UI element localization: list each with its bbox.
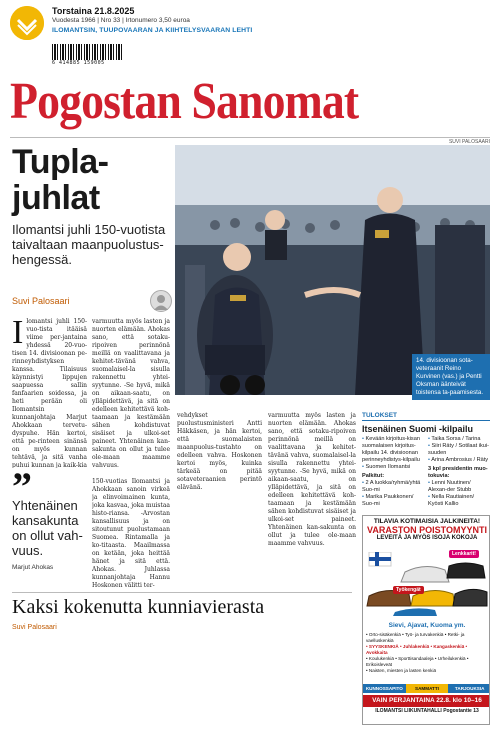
ad-list-line: • Orto-sisäkenkiä • Työ- ja turvakenkiä • Retki- ja vaelluskenkiä — [366, 632, 465, 643]
ad-offer-mid: SAMMATTI — [406, 684, 449, 693]
lead-column-1-text: lomantsi juhli 150-vuo-tista itääisä viime per-jantaina yhdessä 20-vuo-tisen 14. divisioonan pe-rinneyhdistyksen kanssa. Tilaisuus käynnistyi lippujen saapuessa sallin fanfaarien soidessa, ja heti perään oli Ilomantsin kunnanjohtaja Marjut Ahokkaan tervetu-dyspuhe. Hän kertoi, että pe-rinteen sinänsä on myös kunnan tehtävä, ja sitä vanha puhui kunnan ja kaik-kia — [12, 318, 87, 468]
lead-headline-line-2: juhlat — [12, 179, 100, 217]
list-item: • Siiri Räty / Sotilaat ikui-suuden — [428, 443, 490, 457]
list-item: • Marika Paukkonen/ Suo-mi — [362, 494, 424, 508]
ad-offer-left: KUNNOSSAPITO — [365, 686, 403, 691]
photo-caption: 14. divisioonan sota-veteraanit Reino Kurvinen (vas.) ja Pentti Oksman äänteivät toistensa ta-paamisesta. — [412, 354, 490, 400]
barcode-number: 6 414885 159005 — [52, 60, 105, 66]
lead-column-4-text: vehdykset puolustusministeri Antti Häkkäsen, ja hän kertoi, että suomalaisten maanpuolus-tustahto on edelleen vahva. Hoskonen kertoi myös, kuinka tärkeää on pitää sotaveteraanien perintö elävänä. — [177, 412, 262, 491]
lead-column-1 — [12, 318, 87, 468]
quote-mark-icon: ” — [12, 464, 32, 509]
issue-info: Vuodesta 1966 | Nro 33 | Irtonumero 3,50 euroa — [52, 17, 190, 24]
ad-brands: Sievi, Ajavat, Kuoma ym. — [388, 622, 466, 629]
lead-deck: Ilomantsi juhli 150-vuotista taivaltaan maanpuolustus-hengessä. — [12, 222, 166, 267]
sidebar-heading: 3 kpl presidentin muo-tokuvia: — [428, 466, 488, 479]
sidebar-column-1 — [362, 436, 424, 508]
pull-quote-attribution: Marjut Ahokas — [12, 564, 54, 571]
sidebar-column-2 — [428, 436, 490, 508]
lead-column-4-continued: varmuutta myös lasten ja nuorten elämään. Ahokas sano, että sotaku-ripoiven perinnönä meillä on vaalittavana ja kehitet-tävänä vahva, suomalaisel-la sisulla rakennettu yhtei-syytunne. -Se hyvä, mikä on aikaan-saatu, on ylläpidettävä, ja sitä on edelleen kehitettävä koh-taamaan ja kestämään sähen kohdistuvat sisäiset ja ulkoi-set paineet. Yhtenäinen kan-sakunta on ollut ja tulee ole-maan maamme vahvuus. — [268, 412, 356, 547]
list-item: • Suomen Ilomantsi — [362, 464, 424, 471]
section-divider — [12, 592, 352, 593]
barcode — [52, 44, 124, 60]
ad-header — [363, 516, 490, 541]
lead-column-2-text: varmuutta myös lasten ja nuorten elämään. Ahokas sano, että sotaku-ripoiven perinnönä meillä on vaalittavana ja kehitet-tävänä vahva, suomalaisel-la sisulla rakennettu yhtei-syytunne. -Se hyvä, mikä on aikaan-saatu, on ylläpidettävä, ja sitä on edelleen kehitettävä koh-taamaan ja kestämään sähen kohdistuvat sisäiset ja ulkoi-set paineet. Yhtenäinen kan-sakunta on ollut ja tulee ole-maan maamme vahvuus. — [92, 318, 170, 469]
author-avatar — [150, 290, 172, 312]
second-headline: Kaksi kokenutta kunniavierasta — [12, 596, 265, 618]
list-item: • Lenni Nuutinen/ Alexan-der Stubb — [428, 480, 490, 494]
results-sidebar — [362, 412, 490, 508]
drop-cap: I — [12, 318, 24, 351]
lead-headline — [12, 144, 172, 216]
photo-credit: SUVI PALOSAARI — [448, 139, 490, 145]
ad-line-2: VARASTON POISTOMYYNTI — [366, 525, 487, 535]
ad-location: ILOMANTSI LIIKUNTAHALLI Pogostantie 13 — [375, 708, 479, 714]
ad-line-3: LEVEITÄ JA MYÖS ISOJA KOKOJA — [376, 535, 478, 541]
sidebar-heading: Palkitut: — [362, 473, 385, 479]
ad-list-line: • SYYSKENKIÄ • Juhlakenkiä • Kangaskenkiä • Avokkaita — [366, 644, 468, 655]
shoe-store-ad[interactable] — [362, 515, 490, 725]
second-byline: Suvi Palosaari — [12, 624, 57, 631]
sidebar-label: TULOKSET — [362, 412, 490, 421]
list-item: • Taika Sorsa / Tarina — [428, 436, 490, 443]
list-item: • Arina Ambrosius / Räty — [428, 457, 490, 464]
ad-offer-right: TARJOUKSIA — [454, 686, 485, 691]
pull-quote: Yhtenäinen kansakunta on ollut vah-vuus. — [12, 498, 83, 558]
list-item: • Nella Rautiainen/ Kyösti Kallio — [428, 494, 490, 508]
newspaper-logo-icon — [10, 6, 44, 40]
masthead-divider — [10, 137, 490, 138]
lead-headline-line-1: Tupla- — [12, 143, 109, 181]
ad-offer-bar — [363, 684, 490, 693]
ad-list-line: • Koulukenkiä • Sporttisandaaleja • Urheilukenkiä • Erikoisleveät — [366, 656, 469, 667]
sidebar-title: Itsenäinen Suomi -kilpailu — [362, 424, 474, 434]
shoes-image — [365, 552, 489, 618]
ad-sale-time: VAIN PERJANTAINA 22.8. klo 10–16 — [363, 695, 490, 707]
ad-list-line: • Naisten, miesten ja lasten kenkiä — [366, 668, 437, 673]
lead-column-3 — [177, 412, 262, 587]
lead-column-4 — [268, 412, 356, 587]
issue-date: Torstaina 21.8.2025 — [52, 6, 135, 16]
lead-column-2 — [92, 318, 170, 588]
ad-product-list — [366, 632, 488, 674]
paper-name: Pogostan Sanomat — [10, 73, 359, 130]
ad-line-1: TILAVIA KOTIMAISIA JALKINEITA! — [373, 518, 481, 525]
list-item: • Kevään kirjoitus-kisan suomalaisen kirjoitus-kilpailu 14. divisioonan perinneyhdistys-kilpailu — [362, 436, 424, 464]
sidebar-grid — [362, 436, 490, 508]
issue-meta — [52, 6, 252, 34]
ad-badge-sneakers: Lenkkarit! — [449, 550, 479, 558]
paper-tagline: ILOMANTSIN, TUUPOVAARAN JA KIIHTELYSVAARAN LEHTI — [52, 27, 253, 34]
lead-byline: Suvi Palosaari — [12, 296, 70, 306]
list-item: • 2 A luokka/ryhmä/yhtä Suo-mi — [362, 480, 424, 494]
masthead — [0, 0, 500, 70]
ad-badge-workshoes: Työkengät — [393, 586, 424, 594]
lead-column-3-text: 150-vuotias Ilomantsi ja Ahokkaan sanoin virkeä ja elinvoimainen kunta, joka kasvaa, joka muistaa histo-riansa. -Arvostan kansallisuus ja on sitoutunut puolustamaan Suomea. Rintamalla ja ko-titaasta. Maailmassa on ketään, joka heittää hänet ja sitä että. Ahokas. Juhlassa kunnanjohtaja Hannu Hoskonen välitti ter- — [92, 478, 170, 588]
